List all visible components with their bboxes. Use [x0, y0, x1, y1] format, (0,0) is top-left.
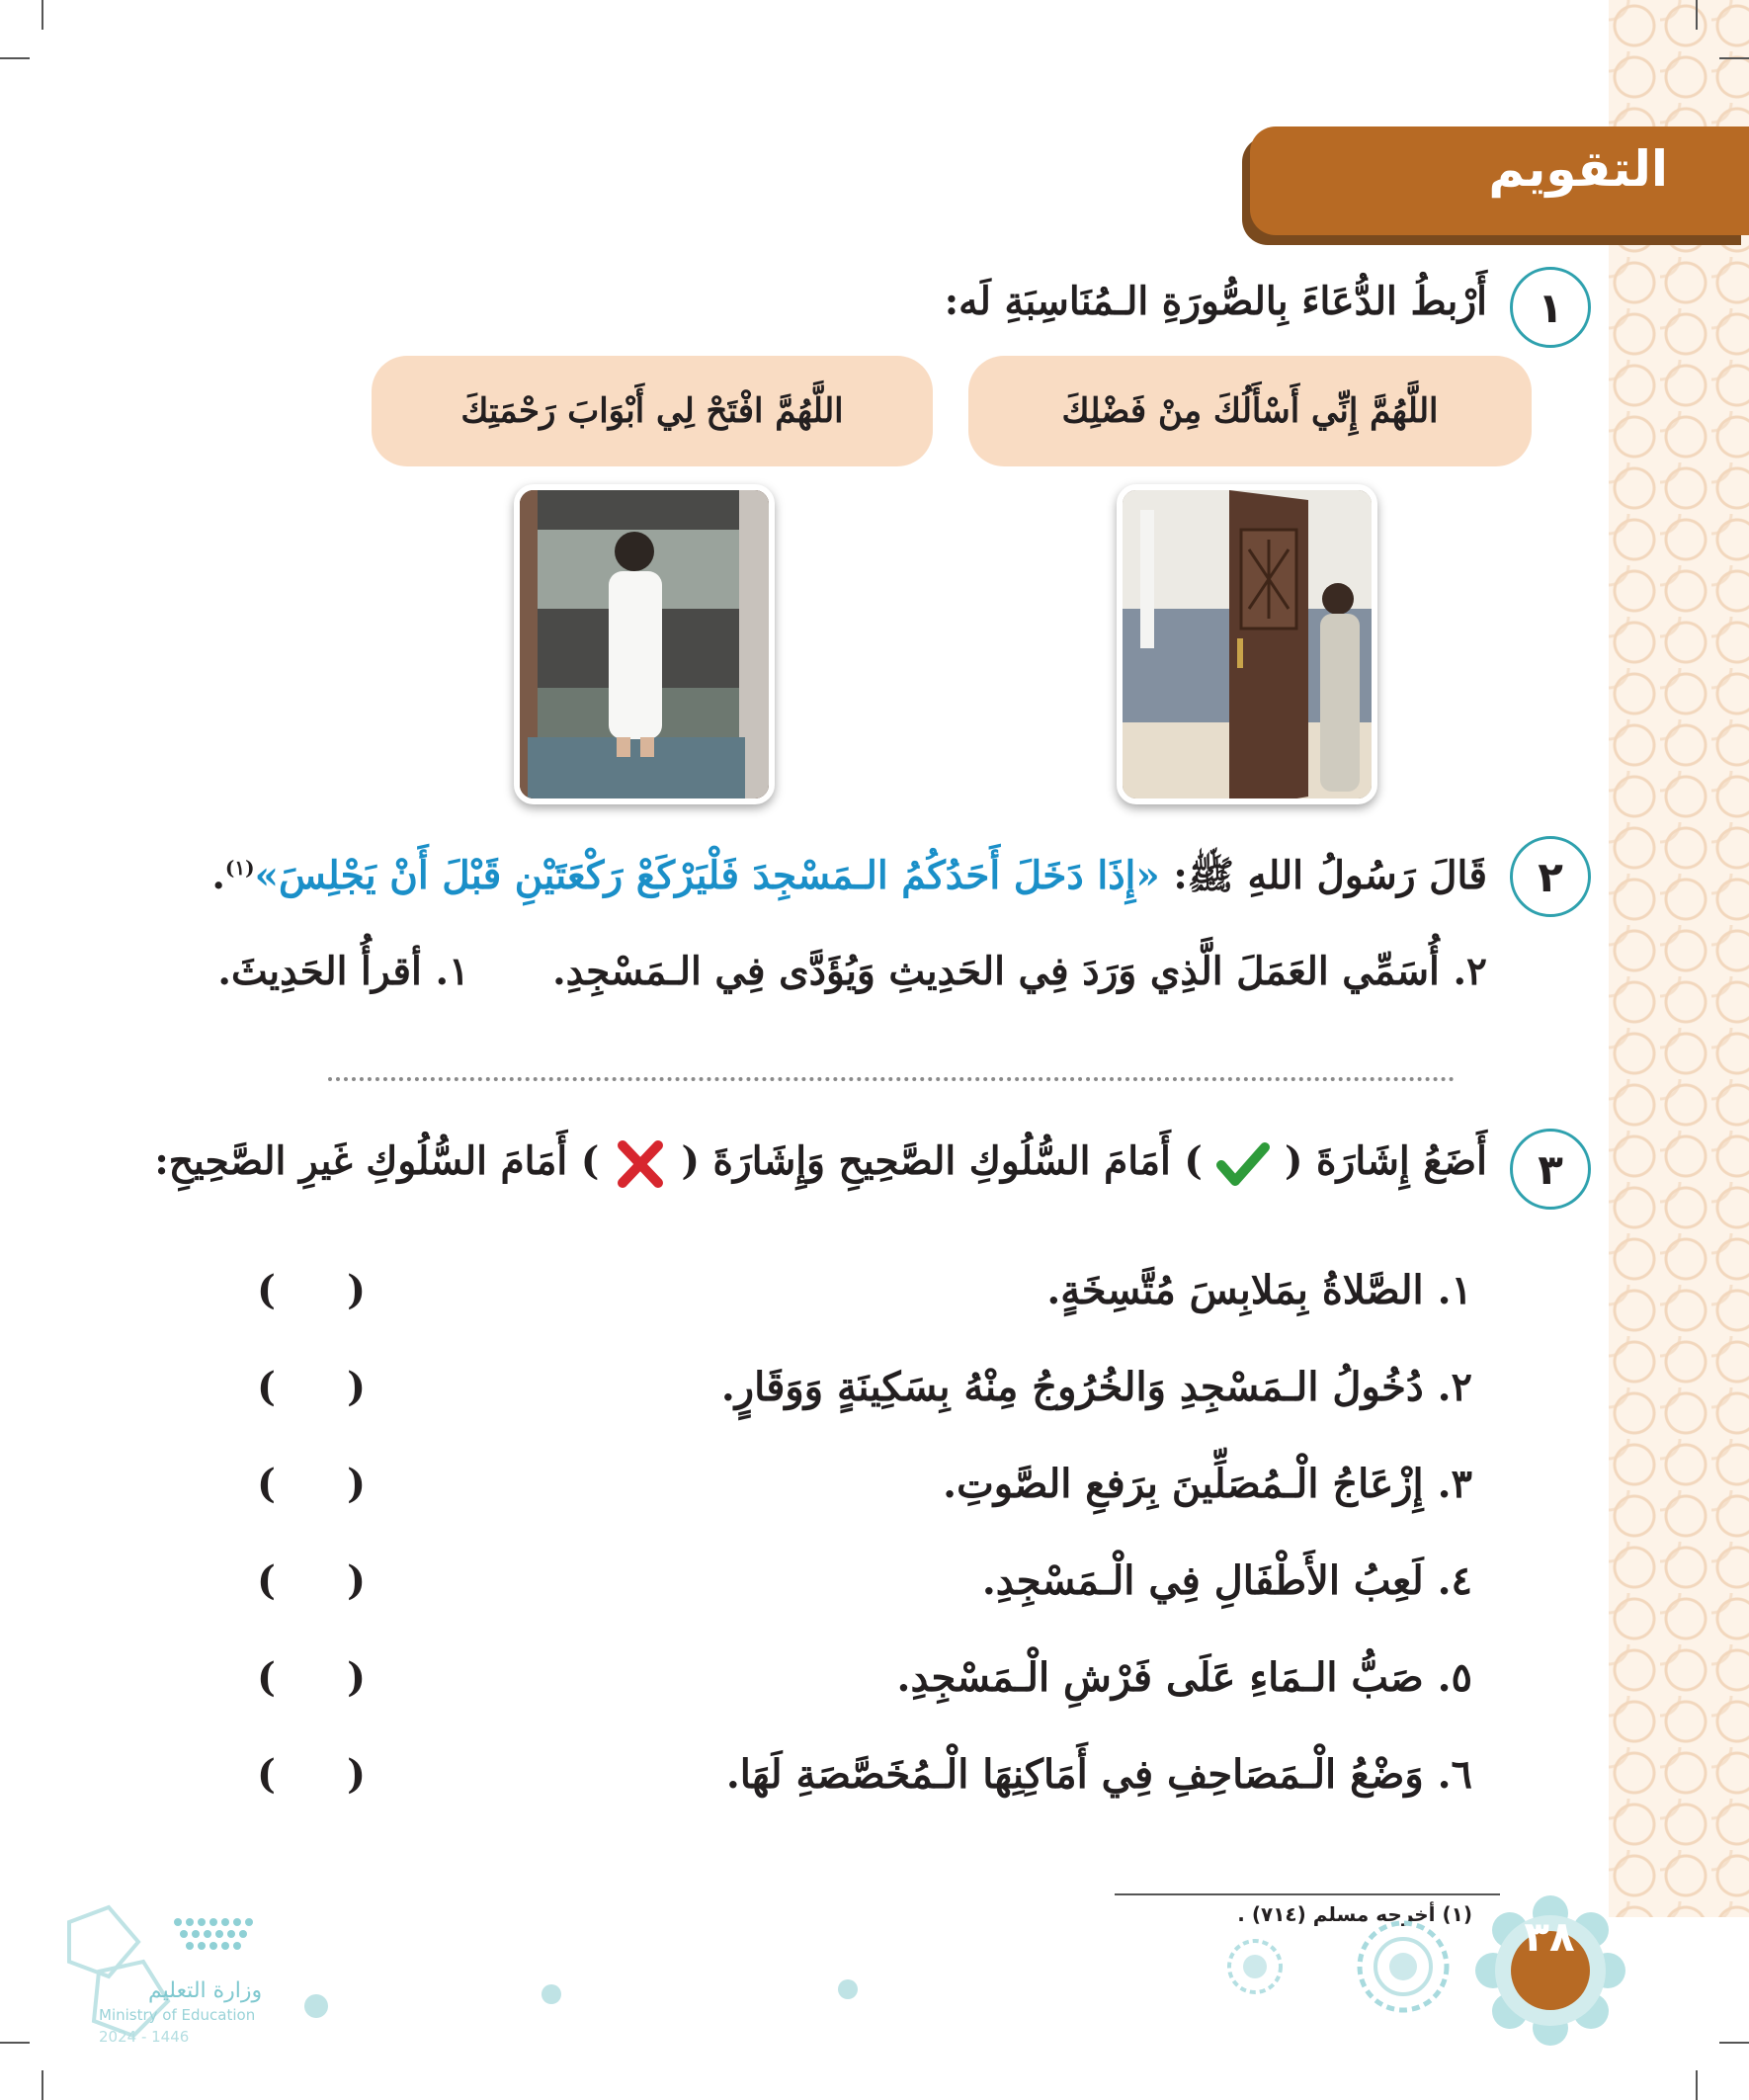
behavior-item-text: ٥. صَبُّ الـمَاءِ عَلَى فَرْشِ الْـمَسْجِدِ.: [896, 1654, 1472, 1701]
crop-mark: [0, 57, 30, 59]
page-number: ٣٨: [1524, 1912, 1575, 1961]
behavior-item: [257, 1461, 1472, 1530]
behavior-item: [257, 1267, 1472, 1336]
side-pattern-band: [1609, 0, 1749, 1917]
behavior-item-text: ٣. إِزْعَاجُ الْـمُصَلِّينَ بِرَفعِ الصَّوتِ.: [943, 1461, 1472, 1507]
ministry-year: 2024 - 1446: [99, 2028, 190, 2046]
footnote: (١) أخرجه مسلم (٧١٤) .: [1237, 1902, 1472, 1926]
behavior-item: [257, 1654, 1472, 1723]
section-divider: [328, 1077, 1455, 1081]
behavior-item-text: ٦. وَضْعُ الْـمَصَاحِفِ فِي أَمَاكِنِهَا الْـمُخَصَّصَةِ لَهَا.: [725, 1751, 1472, 1798]
checkmark-icon: [1215, 1139, 1271, 1189]
cross-icon: [613, 1139, 668, 1189]
rosette-decoration-icon: [301, 1991, 331, 2021]
crop-mark: [1719, 2042, 1749, 2044]
hadith-end: .: [211, 853, 225, 898]
rosette-decoration-icon: [1354, 1917, 1453, 2016]
footnote-ref: (١): [224, 856, 255, 880]
question-2-text: [211, 852, 1487, 908]
ministry-name-ar: وزارة التعليم: [148, 1978, 263, 2003]
answer-blank[interactable]: ( ): [257, 1654, 366, 1701]
question-3-text: [154, 1138, 1487, 1189]
q3-text-b: ) أَمَامَ السُّلُوكِ الصَّحِيحِ وَإِشَارَةَ (: [681, 1138, 1203, 1184]
dua-card-left[interactable]: [372, 356, 933, 466]
q3-text-a: أَضَعُ إِشَارَةَ (: [1285, 1138, 1487, 1184]
hadith-intro: قَالَ رَسُولُ اللهِ ﷺ:: [1173, 853, 1487, 898]
hadith-quote: «إِذَا دَخَلَ أَحَدُكُمُ الـمَسْجِدَ فَلْيَرْكَعْ رَكْعَتَيْنِ قَبْلَ أَنْ يَجْلِسَ»: [254, 853, 1160, 898]
behavior-item: [257, 1751, 1472, 1820]
q3-text-c: ) أَمَامَ السُّلُوكِ غَيرِ الصَّحِيحِ:: [154, 1138, 600, 1184]
photo-illustration: [514, 490, 769, 804]
question-number-1: ١: [1510, 267, 1591, 348]
photo-boy-in-doorway-left[interactable]: [514, 484, 775, 804]
question-number-2: ٢: [1510, 836, 1591, 917]
rosette-decoration-icon: [539, 1981, 564, 2007]
crop-mark: [1719, 57, 1749, 59]
dua-text: اللَّهُمَّ افْتَحْ لِي أَبْوَابَ رَحْمَتِكَ: [460, 391, 844, 431]
behavior-item: [257, 1557, 1472, 1627]
crop-mark: [1696, 0, 1698, 30]
behavior-item-text: ٢. دُخُولُ الـمَسْجِدِ وَالخُرُوجُ مِنْهُ بِسَكِينَةٍ وَوَقَارٍ.: [720, 1364, 1472, 1410]
crop-mark: [42, 0, 43, 30]
rosette-decoration-icon: [835, 1976, 861, 2002]
crop-mark: [1696, 2070, 1698, 2100]
dua-card-right[interactable]: [968, 356, 1532, 466]
task-1: ١. أقرأُ الحَدِيثَ.: [217, 949, 469, 994]
rosette-decoration-icon: [1225, 1937, 1285, 1996]
section-title: التقويم: [1488, 140, 1668, 198]
photo-illustration: [1117, 490, 1372, 804]
behavior-item: [257, 1364, 1472, 1433]
ministry-name-en: Ministry of Education: [99, 2006, 256, 2024]
behavior-item-text: ٤. لَعِبُ الأَطْفَالِ فِي الْـمَسْجِدِ.: [981, 1557, 1472, 1604]
answer-blank[interactable]: ( ): [257, 1364, 366, 1410]
answer-blank[interactable]: ( ): [257, 1267, 366, 1313]
question-number-3: ٣: [1510, 1129, 1591, 1210]
photo-boy-at-door-right[interactable]: [1117, 484, 1377, 804]
answer-blank[interactable]: ( ): [257, 1461, 366, 1507]
crop-mark: [42, 2070, 43, 2100]
task-2: ٢. أُسَمِّي العَمَلَ الَّذِي وَرَدَ فِي الحَدِيثِ وَيُؤَدَّى فِي الـمَسْجِدِ.: [552, 949, 1487, 994]
section-header: [1250, 126, 1749, 235]
footnote-rule: [1115, 1893, 1500, 1895]
behavior-item-text: ١. الصَّلاةُ بِمَلابِسَ مُتَّسِخَةٍ.: [1046, 1267, 1472, 1313]
dua-text: اللَّهُمَّ إِنِّي أَسْأَلُكَ مِنْ فَضْلِكَ: [1061, 391, 1439, 431]
answer-blank[interactable]: ( ): [257, 1557, 366, 1604]
question-1-text: أَرْبطُ الدُّعَاءَ بِالصُّورَةِ الـمُنَاسِبَةِ لَه:: [944, 279, 1487, 324]
answer-blank[interactable]: ( ): [257, 1751, 366, 1798]
crop-mark: [0, 2042, 30, 2044]
